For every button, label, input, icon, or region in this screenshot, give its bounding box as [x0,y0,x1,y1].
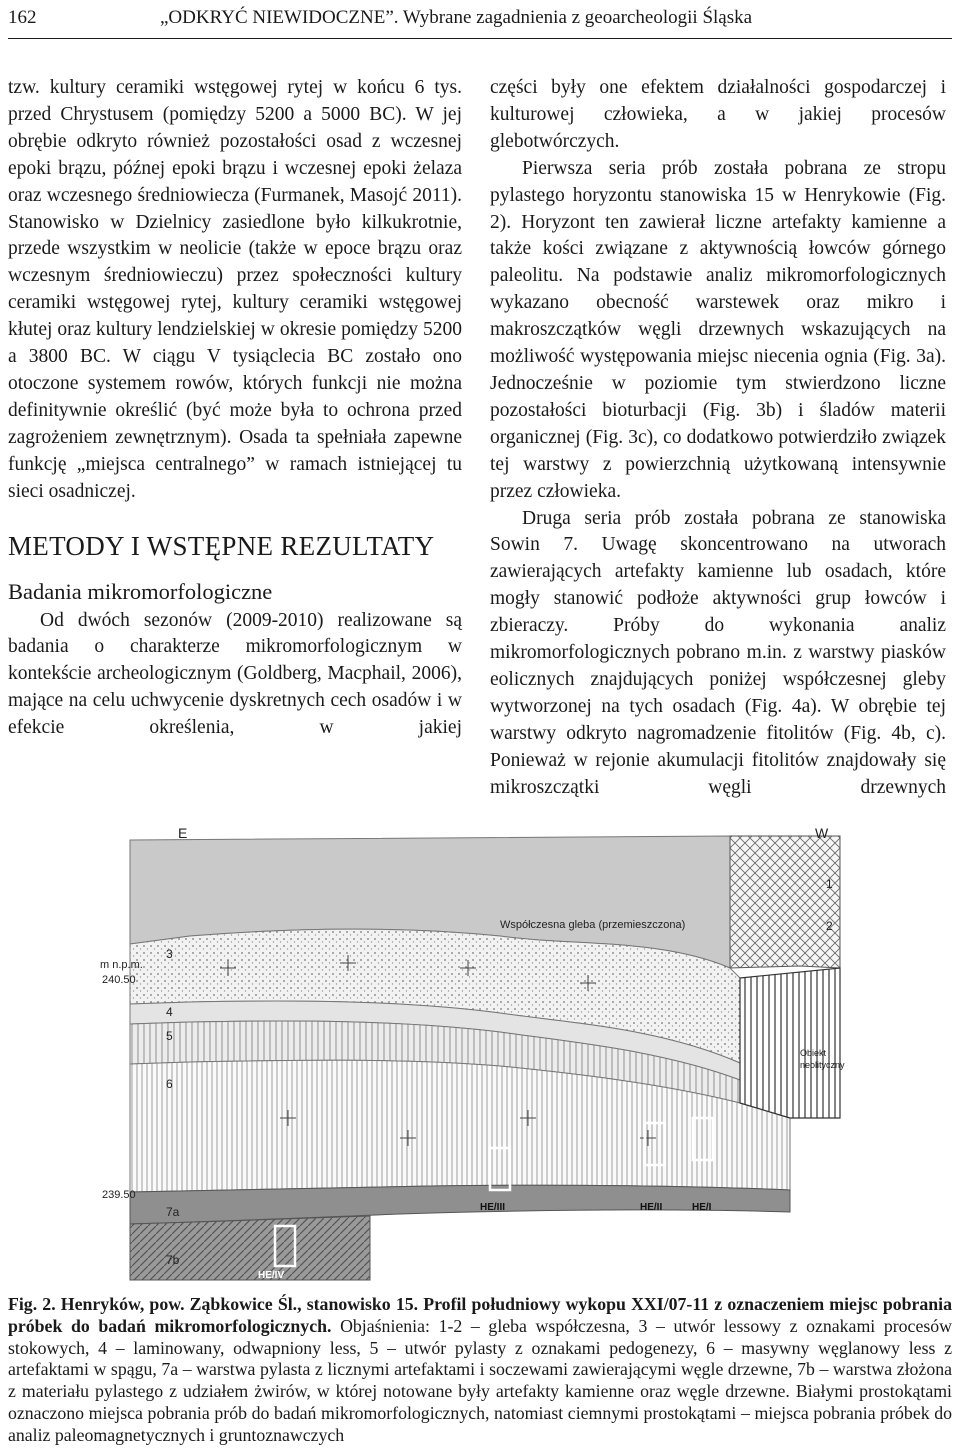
layer-label: 4 [166,1005,173,1019]
layer-label: 5 [166,1029,173,1043]
layer-label: 1 [826,877,833,891]
feature-label-1: Obiekt [800,1048,827,1058]
profile-svg [100,818,860,1290]
dir-west: W [815,825,829,841]
running-header [8,4,952,34]
left-column [8,75,462,742]
layer-label: 7a [166,1205,180,1219]
layer-2-cross-hatch [730,836,840,968]
feature-label-2: neolityczny [800,1060,845,1070]
paragraph: Pierwsza seria prób została pobrana ze stropu pylastego horyzontu stanowiska 15 w Henrykowie (Fig. 2). Horyzont ten zawierał liczne artefakty kamienne a także kości związane z aktywnością łowców górnego paleolitu. Na podstawie analiz mikromorfologicznych wykazano obecność warstewek oraz mikro i makroszczątków węgli drzewnych wskazujących na możliwość występowania miejsc niecenia ognia (Fig. 3a). Jednocześnie w poziomie tym stwierdzono liczne pozostałości bioturbacji (Fig. 3b) i śladów materii organicznej (Fig. 3c), co dodatkowo potwierdziło związek tej warstwy z powierzchnią użytkowaną intensywnie przez człowieka. [490,157,946,502]
header-rule [8,38,952,39]
layer-label: 3 [166,947,173,961]
paragraph: Od dwóch sezonów (2009-2010) realizowane są badania o charakterze mikromorfologicznym w kontekście archeologicznym (Goldberg, Macphail, 2006), mające na celu uchwycenie dyskretnych cech osadów i w efekcie określenia, w jakiej [8,609,462,739]
section-heading: METODY I WSTĘPNE REZULTATY [8,530,435,561]
soil-label: Współczesna gleba (przemieszczona) [500,919,686,931]
sample-label: HE/IV [258,1270,285,1281]
dir-east: E [178,825,188,841]
elev-bottom: 239.50 [102,1189,136,1201]
caption-text: Objaśnienia: 1-2 – gleba współczesna, 3 – utwór lessowy z oznakami procesów stokowych, 4 – laminowany, odwapniony less, 5 – utwór pylasty z oznakami pedogenezy, 6 – masywny węglanowy less z artefaktami w spągu, 7a – warstwa pylasta z licznymi artefaktami i soczewami zawierającymi węgle drzewne, 7b – warstwa złożona z materiału pylastego z udziałem żwirów, w której notowane były artefakty kamienne oraz węgle drzewne. Białymi prostokątami oznaczono miejsca pobrania prób do badań mikromorfologicznych, natomiast ciemnymi prostokątami – miejsca pobrania próbek do analiz paleomagnetycznych i gruntoznawczych [8,1315,952,1445]
paragraph: Druga seria prób została pobrana ze stanowiska Sowin 7. Uwagę skoncentrowano na utworach zawierających artefakty kamienne lub osadach, które mogły stanowić podłoże aktywności grup łowców i zbieraczy. Próby do wykonania analiz mikromorfologicznych pobrano m.in. z warstwy piasków eolicznych znajdujących poniżej współczesnej gleby wytworzonej na tych osadach (Fig. 4a). W obrębie tej warstwy odkryto nagromadzenie fitolitów (Fig. 4b, c). Ponieważ w rejonie akumulacji fitolitów znajdowały się mikroszczątki węgli drzewnych [490,507,946,798]
paragraph: części były one efektem działalności gospodarczej i kulturowej człowieka, a w jakiej procesów glebotwórczych. [490,77,946,152]
layer-label: 6 [166,1077,173,1091]
layer-label: 2 [826,919,833,933]
layer-7b [130,1216,370,1280]
subsection-heading: Badania mikromorfologiczne [8,578,273,604]
figure-profile-drawing [100,818,860,1290]
sample-label: HE/II [640,1202,663,1213]
sample-label: HE/I [692,1202,712,1213]
figure-caption [8,1294,952,1447]
paragraph: tzw. kultury ceramiki wstęgowej rytej w końcu 6 tys. przed Chrystusem (pomiędzy 5200 a 5000 BC). W jej obrębie odkryto również pozostałości osad z wczesnej epoki brązu, późnej epoki brązu i wczesnej epoki żelaza oraz wczesnego średniowiecza (Furmanek, Masojć 2011). Stanowisko w Dzielnicy zasiedlone było kilkukrotnie, przede wszystkim w neolicie (także w epoce brązu oraz wczesnym średniowieczu) przez społeczności kultury ceramiki wstęgowej rytej, kultury ceramiki wstęgowej kłutej oraz kultury lendzielskiej w okresie pomiędzy 5200 a 3800 BC. W ciągu V tysiąclecia BC zostało ono otoczone systemem rowów, których funkcji nie można definitywnie określić (być może była to ochrona przed zagrożeniem zewnętrznym). Osada ta spełniała zapewne funkcję „miejsca centralnego” w ramach istniejącej tu sieci osadniczej. [8,77,462,502]
layer-label: 7b [166,1253,180,1267]
running-title: „ODKRYĆ NIEWIDOCZNE”. Wybrane zagadnienia z geoarcheologii Śląska [160,7,753,28]
caption-bold: Fig. 2. Henryków, pow. Ząbkowice Śl., stanowisko 15. Profil południowy wykopu XXI/07-11 z oznaczeniem miejsc pobrania próbek do badań mikromorfologicznych. [8,1294,952,1336]
neolithic-feature [740,968,840,1118]
page-number: 162 [8,7,37,28]
elev-unit: m n.p.m. [100,959,143,971]
sample-label: HE/III [480,1202,506,1213]
layer-7a [130,1185,790,1224]
right-column [490,75,946,801]
elev-top: 240.50 [102,974,136,986]
